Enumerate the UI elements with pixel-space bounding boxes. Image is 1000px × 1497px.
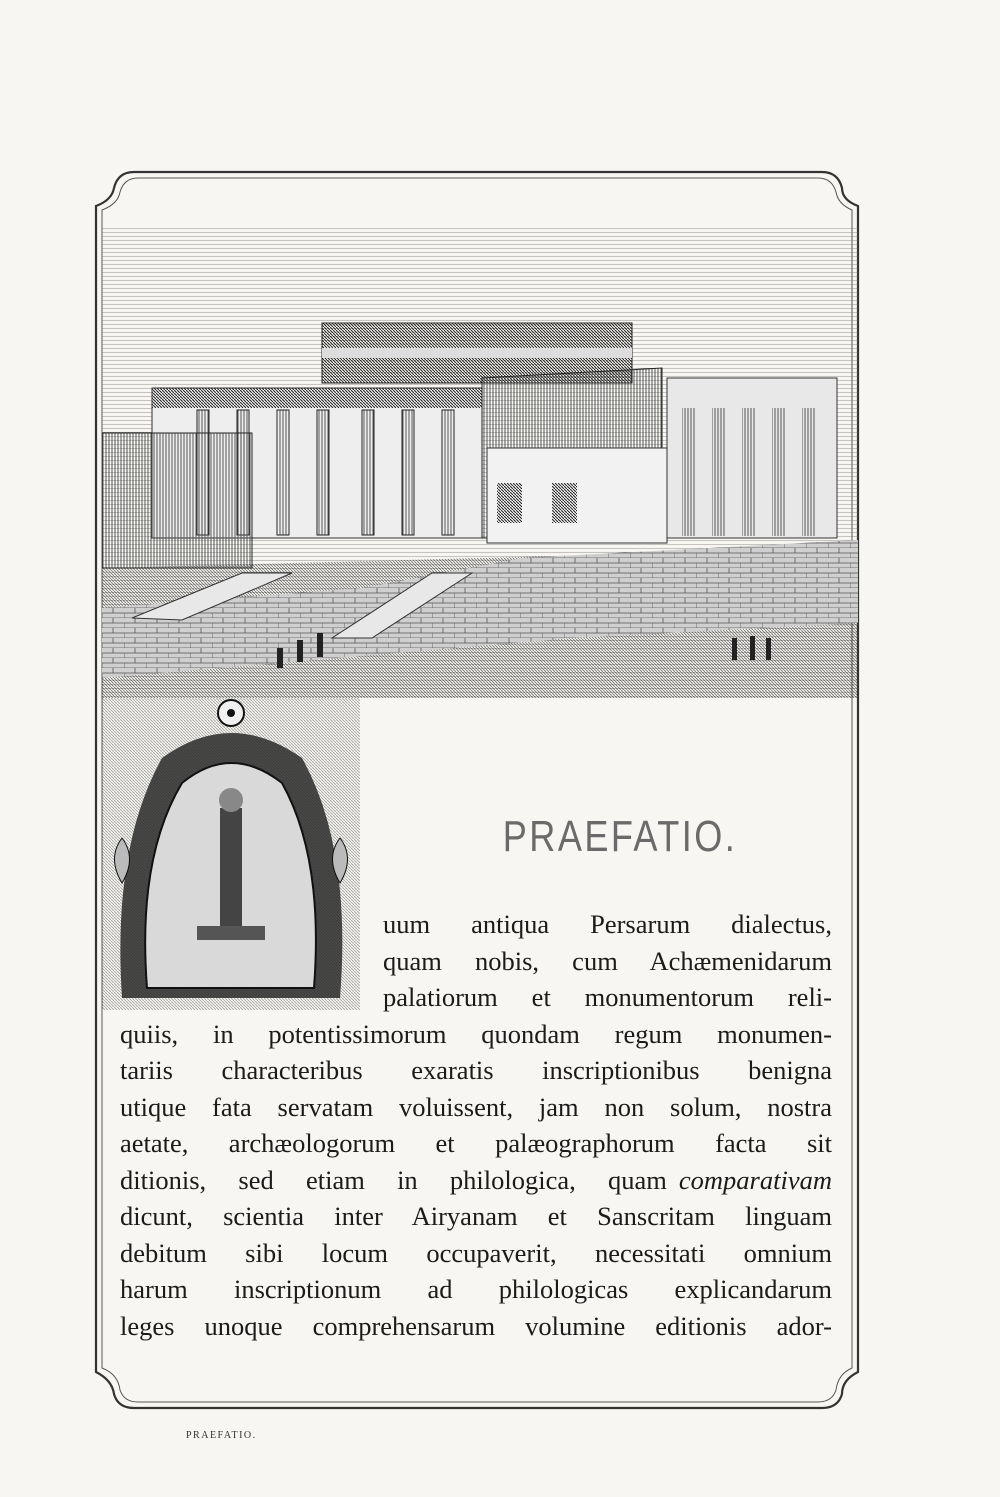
chapter-title: PRAEFATIO. [502,812,738,861]
text-line: debitum sibi locum occupaverit, necessitati omnium [120,1237,832,1268]
italic-word: comparativam [678,1164,832,1195]
text-line: aetate, archæologorum et palæographorum facta sit [120,1128,832,1158]
text-line: tariis characteribus exaratis inscriptionibus benigna [120,1055,832,1085]
preface-body-text [120,906,832,1344]
text-line: utique fata servatam voluissent, jam non solum, nostra [120,1091,832,1122]
text-line-segment: ditionis, sed etiam in philologica, quam [120,1164,667,1195]
text-line: uum antiqua Persarum dialectus, [383,909,832,939]
palace-engraving [102,228,858,698]
text-line: dicunt, scientia inter Airyanam et Sanscritam linguam [120,1201,832,1231]
running-head: PRAEFATIO. [186,1430,257,1441]
text-line: quiis, in potentissimorum quondam regum monumen- [120,1018,832,1049]
text-line: quam nobis, cum Achæmenidarum [383,945,832,976]
text-line: harum inscriptionum ad philologicas explicandarum [120,1274,832,1304]
text-line-with-italic [120,1162,832,1199]
text-line: leges unoque comprehensarum volumine editionis ador- [120,1310,832,1341]
text-line: palatiorum et monumentorum reli- [383,982,832,1012]
